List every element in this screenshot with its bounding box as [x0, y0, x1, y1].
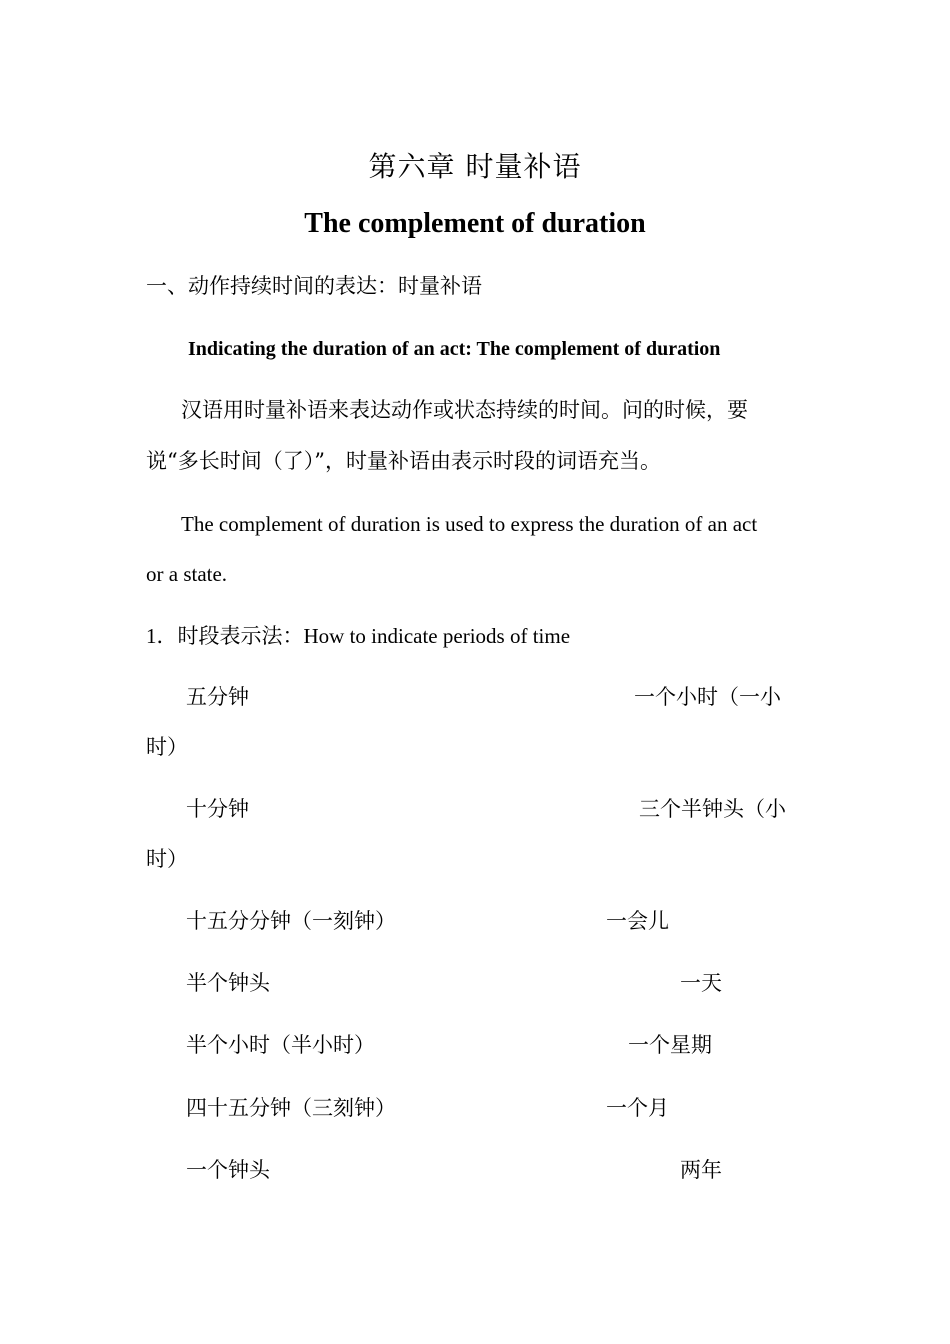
english-title: The complement of duration [304, 208, 646, 239]
time-right-item: 一会儿 [606, 909, 669, 933]
time-left-item: 十五分分钟（一刻钟） [186, 909, 396, 933]
item-heading: 1．时段表示法：How to indicate periods of time [146, 624, 571, 648]
time-right-item: 两年 [680, 1158, 722, 1182]
zh-paragraph-line-1: 汉语用时量补语来表达动作或状态持续的时间。问的时候，要 [181, 398, 748, 422]
time-right-item: 一天 [680, 971, 722, 995]
time-right-wrap: 时） [146, 847, 188, 871]
time-right-item: 一个星期 [628, 1033, 712, 1057]
en-paragraph-line-1: The complement of duration is used to express the duration of an act [181, 512, 758, 536]
section-subheading: Indicating the duration of an act: The complement of duration [188, 338, 721, 360]
en-paragraph-line-2: or a state. [146, 562, 228, 586]
time-left-item: 半个钟头 [186, 971, 270, 995]
chapter-title: 第六章 时量补语 [368, 150, 582, 183]
time-right-item: 一个小时（一小 [634, 685, 781, 709]
time-left-item: 四十五分钟（三刻钟） [186, 1096, 396, 1120]
time-left-item: 十分钟 [186, 797, 249, 821]
time-left-item: 一个钟头 [186, 1158, 270, 1182]
time-left-item: 五分钟 [186, 685, 249, 709]
time-right-item: 一个月 [606, 1096, 669, 1120]
section-heading: 一、动作持续时间的表达：时量补语 [146, 274, 482, 298]
time-right-wrap: 时） [146, 735, 188, 759]
time-left-item: 半个小时（半小时） [186, 1033, 375, 1057]
zh-paragraph-line-2: 说“多长时间（了）”，时量补语由表示时段的词语充当。 [146, 449, 661, 473]
time-right-item: 三个半钟头（小 [639, 797, 786, 821]
